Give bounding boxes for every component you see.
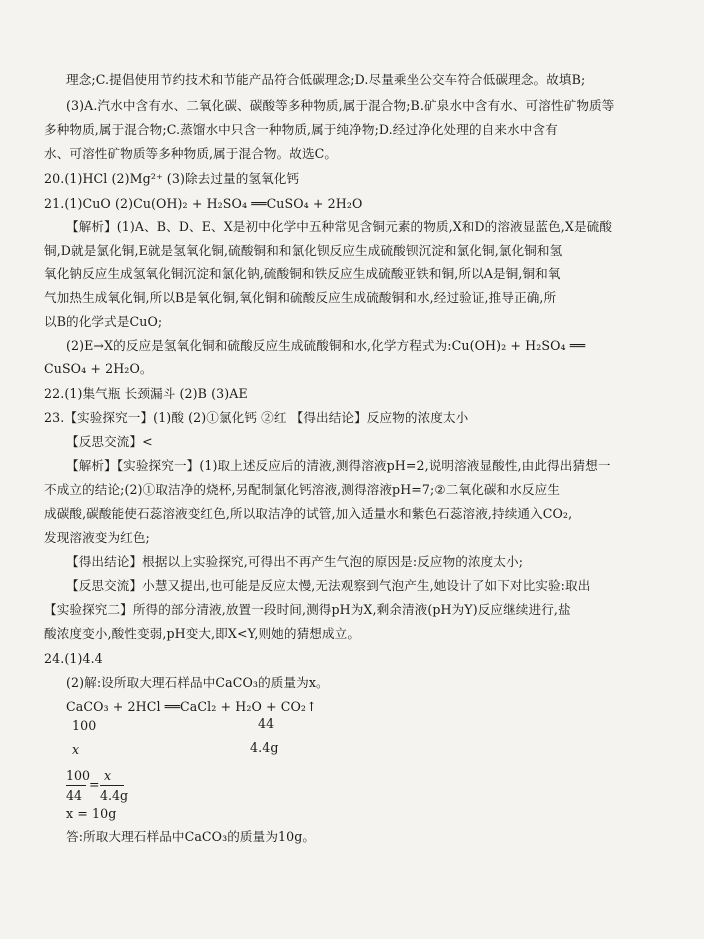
analysis-line: 氧化钠反应生成氢氧化铜沉淀和氯化钠,硫酸铜和铁反应生成硫酸亚铁和铜,所以A是铜,铜和氧 [44,266,561,281]
solution-line: (2)解:设所取大理石样品中CaCO₃的质量为x。 [66,675,329,690]
text-line: 多种物质,属于混合物;C.蒸馏水中只含一种物质,属于纯净物;D.经过净化处理的自来水中含有 [44,122,558,137]
analysis-line: 发现溶液变为红色; [44,530,150,545]
analysis-line: 【解析】(1)A、B、D、E、X是初中化学中五种常见含铜元素的物质,X和D的溶液显蓝色,X是硫酸 [66,219,613,234]
analysis-line: 气加热生成氧化铜,所以B是氧化铜,氧化铜和硫酸反应生成硫酸铜和水,经过验证,推导正确,所 [44,290,557,305]
fraction-numerator: x [104,768,112,783]
equals-sign: = [89,777,100,792]
analysis-line: 【反思交流】小慧又提出,也可能是反应太慢,无法观察到气泡产生,她设计了如下对比实验:取出 [66,578,591,593]
fraction-denominator: 44 [66,788,83,803]
analysis-line: 不成立的结论;(2)①取洁净的烧杯,另配制氯化钙溶液,测得溶液pH=7;②二氧化碳和水反应生 [44,482,561,497]
unknown-mass: x [72,742,80,757]
analysis-line: 酸浓度变小,酸性变弱,pH变大,即X<Y,则她的猜想成立。 [44,626,361,641]
molar-mass-caco3: 100 [72,718,97,733]
result-line: x = 10g [66,806,117,821]
fraction-numerator: 100 [66,768,91,783]
chemical-equation: CaCO₃ + 2HCl ══CaCl₂ + H₂O + CO₂↑ [66,699,317,714]
analysis-line: 【得出结论】根据以上实验探究,可得出不再产生气泡的原因是:反应物的浓度太小; [66,554,524,569]
proportion-fraction [66,768,129,804]
co2-mass: 4.4g [250,740,279,755]
text-line: (3)A.汽水中含有水、二氧化碳、碳酸等多种物质,属于混合物;B.矿泉水中含有水、可溶性矿物质等 [66,98,615,113]
analysis-line: CuSO₄ + 2H₂O。 [44,361,153,376]
analysis-line: 【解析】【实验探究一】(1)取上述反应后的清液,测得溶液pH=2,说明溶液显酸性,由此得出猜想一 [66,458,611,473]
fraction-bar [66,785,86,786]
text-line: 理念;C.提倡使用节约技术和节能产品符合低碳理念;D.尽量乘坐公交车符合低碳理念。故填B; [66,72,586,87]
final-answer: 答:所取大理石样品中CaCO₃的质量为10g。 [66,829,316,844]
molar-mass-co2: 44 [258,716,275,731]
fraction-bar [100,785,124,786]
fraction-denominator: 4.4g [100,788,129,803]
question-24-answer: 24.(1)4.4 [44,651,103,666]
question-20-answer: 20.(1)HCl (2)Mg²⁺ (3)除去过量的氢氧化钙 [44,171,300,186]
question-21-answer: 21.(1)CuO (2)Cu(OH)₂ + H₂SO₄ ══CuSO₄ + 2H₂O [44,196,363,211]
analysis-line: (2)E→X的反应是氢氧化铜和硫酸反应生成硫酸铜和水,化学方程式为:Cu(OH)₂ + H₂SO₄ ══ [66,338,586,353]
analysis-line: 以B的化学式是CuO; [44,314,163,329]
question-22-answer: 22.(1)集气瓶 长颈漏斗 (2)B (3)AE [44,386,248,401]
analysis-line: 成碳酸,碳酸能使石蕊溶液变红色,所以取洁净的试管,加入适量水和紫色石蕊溶液,持续通入CO₂, [44,506,573,521]
text-line: 【反思交流】< [66,434,153,449]
text-line: 水、可溶性矿物质等多种物质,属于混合物。故选C。 [44,146,338,161]
analysis-line: 铜,D就是氯化铜,E就是氢氧化铜,硫酸铜和和氯化钡反应生成硫酸钡沉淀和氯化铜,氯化铜和氢 [44,243,563,258]
question-23-answer: 23.【实验探究一】(1)酸 (2)①氯化钙 ②红 【得出结论】反应物的浓度太小 [44,410,469,425]
analysis-line: 【实验探究二】所得的部分清液,放置一段时间,测得pH为X,剩余清液(pH为Y)反应继续进行,盐 [44,602,571,617]
